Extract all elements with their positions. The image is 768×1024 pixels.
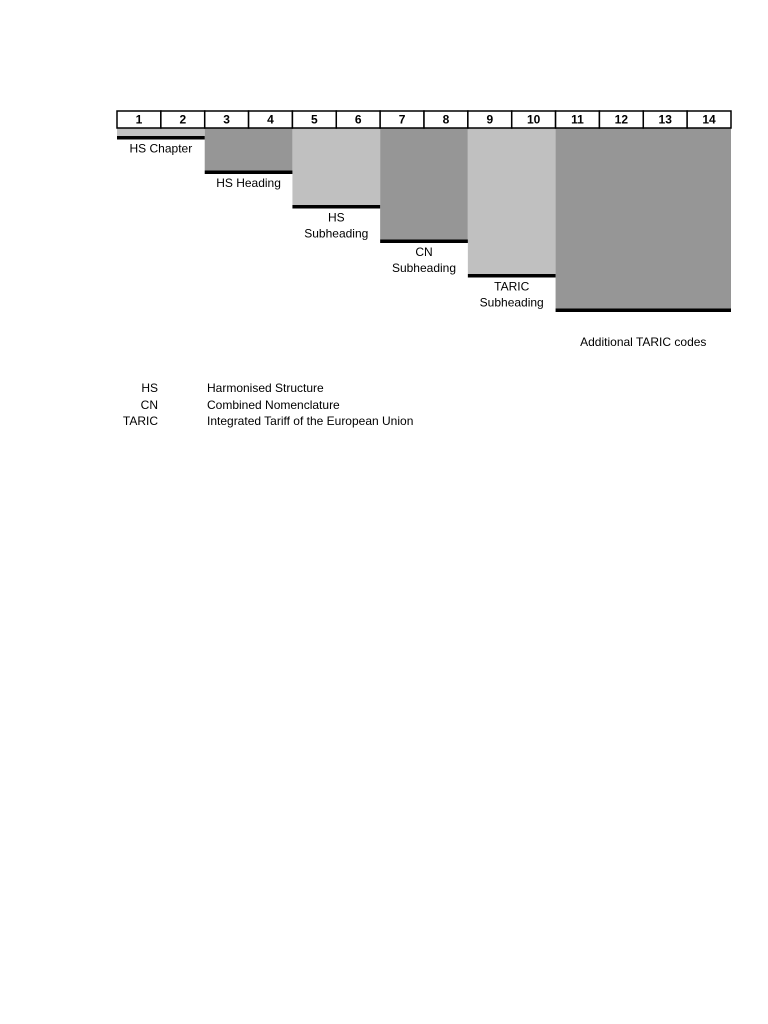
level-label-6: Additional TARIC codes [580,335,707,349]
legend-row-hs [110,380,413,397]
level-label-4: CN [415,245,433,259]
legend-abbr: TARIC [122,414,158,428]
level-fill-5 [468,128,556,274]
digit-label: 5 [311,112,318,127]
legend-description: Harmonised Structure [207,381,324,395]
digit-label: 12 [614,112,629,127]
level-fill-2 [205,128,293,171]
digit-label: 1 [135,112,143,127]
level-label-3: HS [327,210,345,225]
legend-abbr: HS [141,381,158,395]
level-ruler-6 [556,309,731,313]
level-ruler-3 [292,205,380,209]
level-fill-6 [556,128,731,309]
level-label-5: TARIC [494,279,530,294]
digit-label: 6 [354,112,362,127]
level-ruler-1 [117,136,205,140]
digit-header [117,111,731,128]
legend-description: Combined Nomenclature [207,397,340,412]
level-fill-3 [292,128,380,205]
level-label-5: Subheading [479,295,544,310]
digit-label: 4 [267,112,274,127]
level-ruler-4 [380,240,468,244]
level-label-1: HS Chapter [129,141,193,156]
legend-row-taric [110,413,413,430]
level-label-2: HS Heading [216,176,281,190]
digit-label: 7 [398,112,406,127]
code-structure-diagram [0,0,768,360]
digit-label: 11 [571,112,584,127]
abbreviation-legend [110,380,413,430]
digit-label: 14 [702,112,716,127]
level-ruler-5 [468,274,556,278]
digit-label: 10 [526,112,541,127]
digit-label: 8 [442,112,450,127]
level-label-4: Subheading [391,261,457,275]
level-fills [117,128,731,309]
legend-description: Integrated Tariff of the European Union [207,414,414,428]
digit-label: 2 [179,112,187,127]
level-fill-1 [117,128,205,136]
level-label-3: Subheading [304,226,369,241]
digit-label: 13 [658,112,672,127]
legend-row-cn [110,397,413,414]
level-ruler-2 [205,171,293,175]
legend-abbr: CN [140,397,158,412]
digit-label: 3 [223,112,230,127]
digit-label: 9 [486,112,494,127]
level-fill-4 [380,128,468,240]
